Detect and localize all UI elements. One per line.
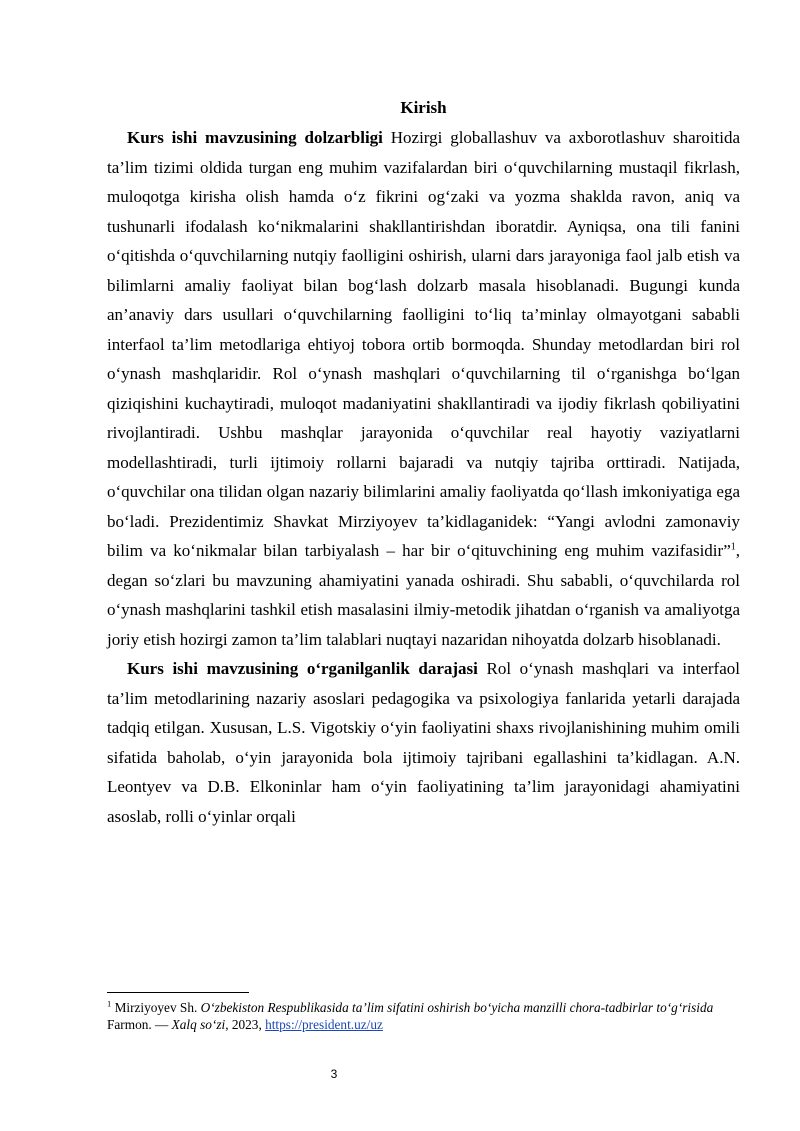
paragraph-study-level [107, 654, 740, 831]
paragraph-lead: Kurs ishi mavzusining dolzarbligi [127, 128, 383, 147]
paragraph-relevance [107, 123, 740, 654]
paragraph-text: Hozirgi globallashuv va axborotlashuv sharoitida ta’lim tizimi oldida turgan eng muhim vazifalardan biri o‘quvchilarning mustaqil fikrlash, muloqotga kirisha olish hamda o‘z fikrini og‘zaki va yozma shaklda ravon, aniq va tushunarli ifodalash ko‘nikmalarini shakllantirishdan iboratdir. Ayniqsa, ona tili fanini o‘qitishda o‘quvchilarning nutqiy faolligini oshirish, ularni dars jarayoniga faol jalb etish va bilimlarni amaliy faoliyat bilan bog‘lash dolzarb masala hisoblanadi. Bugungi kunda an’anaviy dars usullari o‘quvchilarning faolligini to‘liq ta’minlay olmayotgani sababli interfaol ta’lim metodlariga ehtiyoj tobora ortib bormoqda. Shunday metodlardan biri rol o‘ynash mashqlaridir. Rol o‘ynash mashqlari o‘quvchilarning til o‘rganishga bo‘lgan qiziqishini kuchaytiradi, muloqot madaniyatini shakllantiradi va ijodiy fikrlash qobiliyatini rivojlantiradi. Ushbu mashqlar jarayonida o‘quvchilar real hayotiy vaziyatlarni modellashtiradi, turli ijtimoiy rollarni bajaradi va nutqiy tajriba orttiradi. Natijada, o‘quvchilar ona tilidan olgan nazariy bilimlarini amaliy faoliyatda qo‘llash imkoniyatiga ega bo‘ladi. Prezidentimiz Shavkat Mirziyoyev ta’kidlaganidek: “Yangi avlodni zamonaviy bilim va ko‘nikmalar bilan tarbiyalash – har bir o‘qituvchining eng muhim vazifasidir” [107, 128, 740, 560]
footnote-title: O‘zbekiston Respublikasida ta’lim sifatini oshirish bo‘yicha manzilli chora-tadbirlar to‘g‘risida [200, 1000, 714, 1015]
paragraph-text: Rol o‘ynash mashqlari va interfaol ta’lim metodlarining nazariy asoslari pedagogika va psixologiya fanlarida yetarli darajada tadqiq etilgan. Xususan, L.S. Vigotskiy o‘yin faoliyatini shaxs rivojlanishining muhim omili sifatida baholab, o‘yin jarayonida bola ijtimoiy tajribani egallashini ta’kidlagan. A.N. Leontyev va D.B. Elkoninlar ham o‘yin faoliyatining ta’lim jarayonidagi ahamiyatini asoslab, rolli o‘yinlar orqali [107, 659, 740, 826]
footnote-reference[interactable]: 1 [730, 541, 736, 553]
footnote-source: Xalq so‘zi [171, 1017, 226, 1032]
page-number: 3 [330, 1067, 338, 1081]
paragraph-lead: Kurs ishi mavzusining o‘rganilganlik darajasi [127, 659, 478, 678]
paragraph-text-continued: , degan so‘zlari bu mavzuning ahamiyatini yanada oshiradi. Shu sababli, o‘quvchilarda rol o‘ynash mashqlarini tashkil etish masalasini ilmiy-metodik jihatdan o‘rganish va amaliyotga joriy etish hozirgi zamon ta’lim talablari nuqtayi nazaridan nihoyatda dolzarb hisoblanadi. [107, 541, 740, 649]
section-heading: Kirish [400, 98, 447, 117]
footnote-separator [107, 992, 249, 993]
footnote-type: Farmon. — [107, 1017, 172, 1032]
footnote-number: 1 [107, 998, 112, 1009]
footnote-author: Mirziyoyev Sh. [111, 1000, 201, 1015]
footnote-link[interactable]: https://president.uz/uz [265, 1017, 383, 1032]
body-text [107, 123, 740, 831]
footnote [107, 999, 740, 1033]
footnote-year: , 2023, [225, 1017, 266, 1032]
